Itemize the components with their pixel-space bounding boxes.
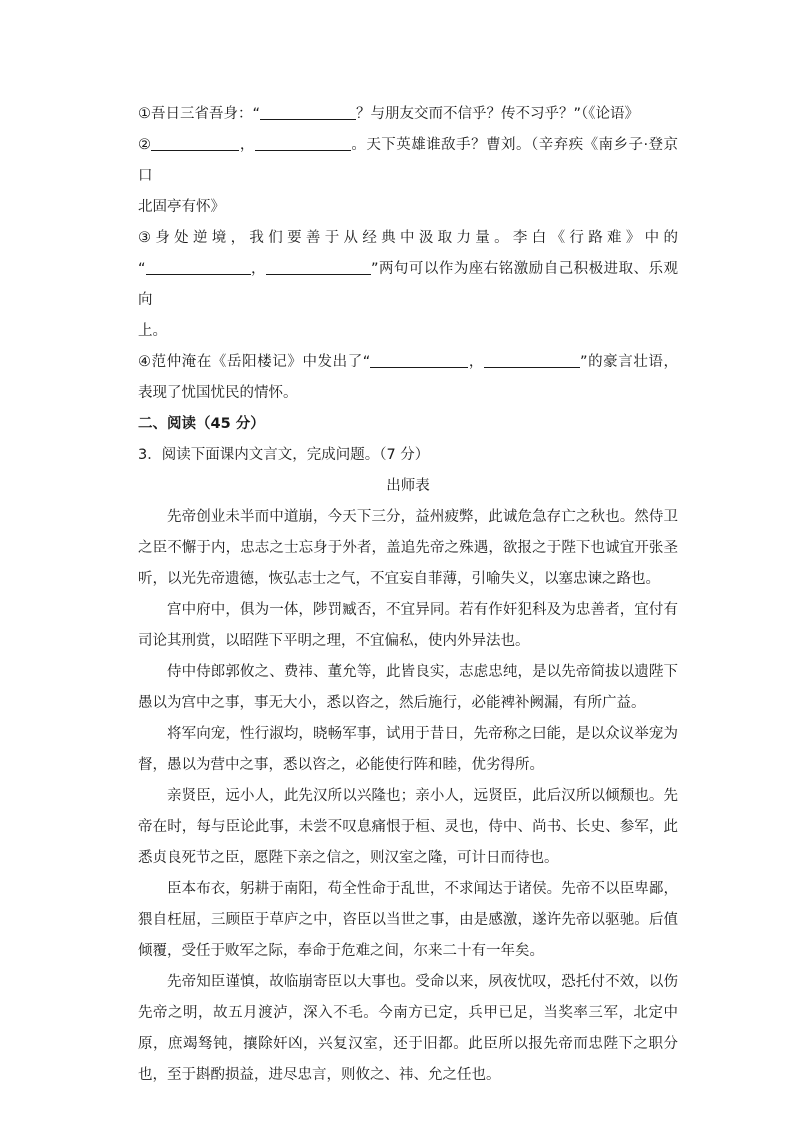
passage-paragraph: 侍中侍郎郭攸之、费祎、董允等，此皆良实，志虑忠纯，是以先帝简拔以遗陛下愚以为宫中之事，事无大小，悉以咨之，然后施行，必能裨补阙漏，有所广益。 xyxy=(138,664,678,711)
question-3-end xyxy=(138,316,678,347)
question-1 xyxy=(138,99,678,130)
passage-paragraph: 宫中府中，俱为一体，陟罚臧否，不宜异同。若有作奸犯科及为忠善者，宜付有司论其刑赏，以昭陛下平明之理，不宜偏私，使内外异法也。 xyxy=(138,602,678,649)
answer-blank xyxy=(370,350,468,368)
passage-paragraph: 臣本布衣，躬耕于南阳，苟全性命于乱世，不求闻达于诸侯。先帝不以臣卑鄙，猥自枉屈，三顾臣于草庐之中，咨臣以当世之事，由是感激，遂许先帝以驱驰。后值倾覆，受任于败军之际，奉命于危难之间，尔来二十有一年矣。 xyxy=(138,881,678,959)
question-4 xyxy=(138,347,678,378)
document-content xyxy=(138,99,678,1091)
passage-paragraph: 先帝创业未半而中道崩，今天下三分，益州疲弊，此诚危急存亡之秋也。然侍卫之臣不懈于内，忠志之士忘身于外者，盖追先帝之殊遇，欲报之于陛下也诚宜开张圣听，以光先帝遗德，恢弘志士之气，不宜妄自菲薄，引喻失义，以塞忠谏之路也。 xyxy=(138,509,678,587)
q3-text-c: ， xyxy=(250,261,266,277)
q2-text-c: 。天下英雄谁敌手？曹刘。（辛弃疾《南乡子·登京口 xyxy=(138,137,679,184)
q4-text-a: ④范仲淹在《岳阳楼记》中发出了“ xyxy=(138,354,371,370)
passage-paragraph: 亲贤臣，远小人，此先汉所以兴隆也；亲小人，远贤臣，此后汉所以倾颓也。先帝在时，每与臣论此事，未尝不叹息痛恨于桓、灵也，侍中、尚书、长史、参军，此悉贞良死节之臣，愿陛下亲之信之，则汉室之隆，可计日而待也。 xyxy=(138,788,678,866)
passage-paragraph: 先帝知臣谨慎，故临崩寄臣以大事也。受命以来，夙夜忧叹，恐托付不效，以伤先帝之明，故五月渡泸，深入不毛。今南方已定，兵甲已足，当奖率三军，北定中原，庶竭驽钝，攘除奸凶，兴复汉室，还于旧都。此臣所以报先帝而忠陛下之职分也，至于斟酌损益，进尽忠言，则攸之、祎、允之任也。 xyxy=(138,974,678,1083)
q4-text-d: 表现了忧国忧民的情怀。 xyxy=(138,385,298,401)
q3-text-b: “ xyxy=(138,261,146,277)
section-title: 二、阅读（45 分） xyxy=(138,416,265,432)
q3-text-e: 上。 xyxy=(138,323,167,339)
passage-title: 出师表 xyxy=(386,478,430,494)
answer-blank xyxy=(484,350,580,368)
q3-text-d: ”两句可以作为座右铭激励自己积极进取、乐观向 xyxy=(138,261,678,308)
question-3 xyxy=(138,223,678,254)
answer-blank xyxy=(151,133,239,151)
question-3-cont xyxy=(138,254,678,316)
passage-paragraph: 将军向宠，性行淑均，晓畅军事，试用于昔日，先帝称之曰能，是以众议举宠为督，愚以为营中之事，悉以咨之，必能使行阵和睦，优劣得所。 xyxy=(138,726,678,773)
question-2 xyxy=(138,130,678,192)
q1-text-a: ①吾日三省吾身：“ xyxy=(138,106,261,122)
q4-text-b: ， xyxy=(468,354,484,370)
answer-blank xyxy=(266,257,371,275)
q2-text-d: 北固亭有怀》 xyxy=(138,199,225,215)
answer-blank xyxy=(146,257,251,275)
question-3-prompt: 3．阅读下面课内文言文，完成问题。（7 分） xyxy=(138,447,430,463)
answer-blank xyxy=(255,133,351,151)
question-2-cont xyxy=(138,192,678,223)
q2-text-b: ， xyxy=(239,137,255,153)
question-4-cont xyxy=(138,378,678,409)
q3-text-a: ③身处逆境，我们要善于从经典中汲取力量。李白《行路难》中的 xyxy=(138,230,678,246)
answer-blank xyxy=(260,102,356,120)
q1-text-b: ？与朋友交而不信乎？传不习乎？”（《论语》 xyxy=(356,106,640,122)
q4-text-c: ”的豪言壮语， xyxy=(579,354,678,370)
q2-text-a: ② xyxy=(138,137,152,153)
